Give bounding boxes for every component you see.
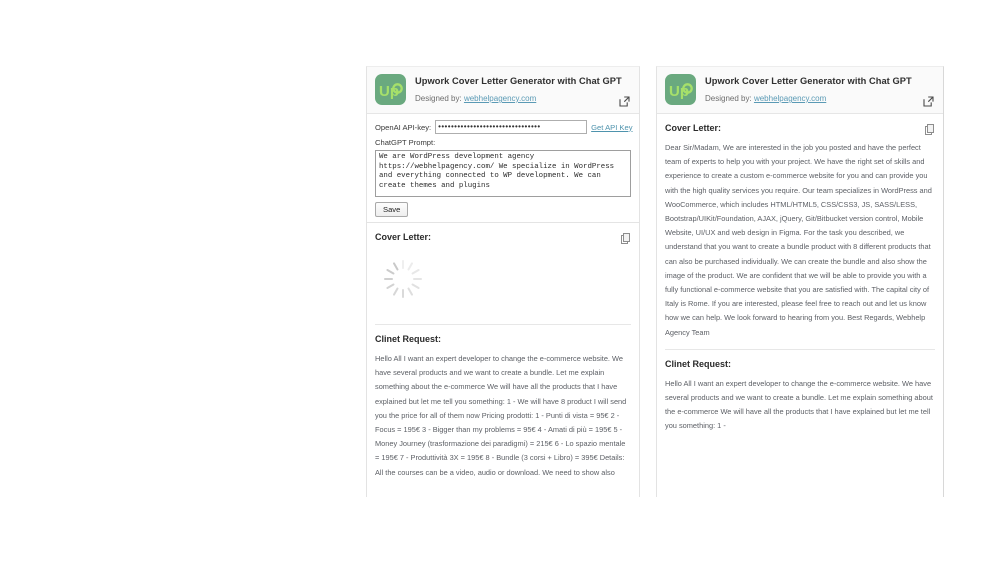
designed-by [705,93,935,104]
prompt-label: ChatGPT Prompt: [375,138,436,147]
cover-letter-title: Cover Letter: [665,123,722,133]
panel-header [657,67,943,114]
client-request-section-left [367,325,639,480]
client-request-title: Clinet Request: [665,358,732,369]
copy-icon[interactable] [925,122,934,133]
cover-letter-title: Cover Letter: [375,232,432,242]
api-key-row [375,120,631,134]
external-link-icon[interactable] [923,94,934,105]
save-button[interactable]: Save [375,202,408,217]
designed-by-link[interactable]: webhelpagency.com [463,94,537,103]
svg-text:Up: Up [379,83,399,100]
cover-letter-section-left [367,223,639,325]
external-link-icon[interactable] [619,94,630,105]
client-request-text: Hello All I want an expert developer to change the e-commerce website. We have several products and we want to create a bundle. Let me explain something about the e-commerce We will have all the products that I have explained but let me tell you something: 1 - [665,378,933,431]
extension-popup-right [656,66,944,497]
designed-by-label: Designed by: [415,94,462,103]
client-request-title: Clinet Request: [375,334,442,344]
client-request-section-right [657,350,943,434]
designed-by-link[interactable]: webhelpagency.com [753,94,827,103]
svg-text:Up: Up [669,83,689,100]
loading-spinner-icon [383,259,423,299]
cover-letter-loading [375,243,631,315]
client-request-text: Hello All I want an expert developer to change the e-commerce website. We have several products and we want to create a bundle. Let me explain something about the e-commerce We will have all the products that I have explained but let me tell you something: 1 - We will have 8 product I will send you the price for all of them now Pricing prodotti: 1 - Punti di vista = 95€ 2 - Focus = 195€ 3 - Bigger than my problems = 95€ 4 - Amati di più = 195€ 5 - Money Journey (trasformazione dei paradigmi) = 215€ 6 - Lo spazio mentale = 195€ 7 - Produttività 3X = 195€ 8 - Bundle (3 corsi + Libro) = 395€ Details: All the courses can be a video, audio or download. We need to show also [375,354,627,477]
upwork-logo-icon [375,74,406,105]
extension-popup-left [366,66,640,497]
page-title: Upwork Cover Letter Generator with Chat GPT [415,76,622,86]
chatgpt-prompt-textarea[interactable]: We are WordPress development agency https://webhelpagency.com/ We specialize in WordPress and everything connected to WP development. We can create themes and plugins [375,150,631,197]
copy-icon[interactable] [621,231,630,242]
api-key-label: OpenAI API-key: [375,122,432,132]
designed-by-label: Designed by: [705,94,752,103]
page-title: Upwork Cover Letter Generator with Chat GPT [705,76,912,86]
cover-letter-section-right [657,114,943,350]
designed-by [415,93,631,104]
panel-header [367,67,639,114]
upwork-logo-icon [665,74,696,105]
get-api-key-link[interactable]: Get API Key [591,122,633,132]
settings-form [367,114,639,222]
cover-letter-text: Dear Sir/Madam, We are interested in the job you posted and have the perfect team of experts to help you with your project. We have the right set of skills and experience to create a custom e-commerce website for you and can provide you with the high quality services you require. Our team specializes in WordPress and WooCommerce, which includes HTML/HTML5, CSS/CSS3, JS, SASS/LESS, Bootstrap/UIKit/Foundation, AJAX, jQuery, Git/Bitbucket version control, Mobile Website, UI/UX and web design in Figma. For the task you described, we understand that you want to create a bundle product with 8 different products that can also be purchased individually. We can create the bundle and also show the image of the product. We are confident that we will be able to provide you with a fully functional e-commerce website that you are satisfied with. The capital city of Italy is Rome. If you are interested, please feel free to reach out and let us know how we can help. We look forward to hearing from you. Best Regards, Webhelp Agency Team [665,143,932,337]
api-key-input[interactable]: •••••••••••••••••••••••••••••••• [435,120,587,134]
